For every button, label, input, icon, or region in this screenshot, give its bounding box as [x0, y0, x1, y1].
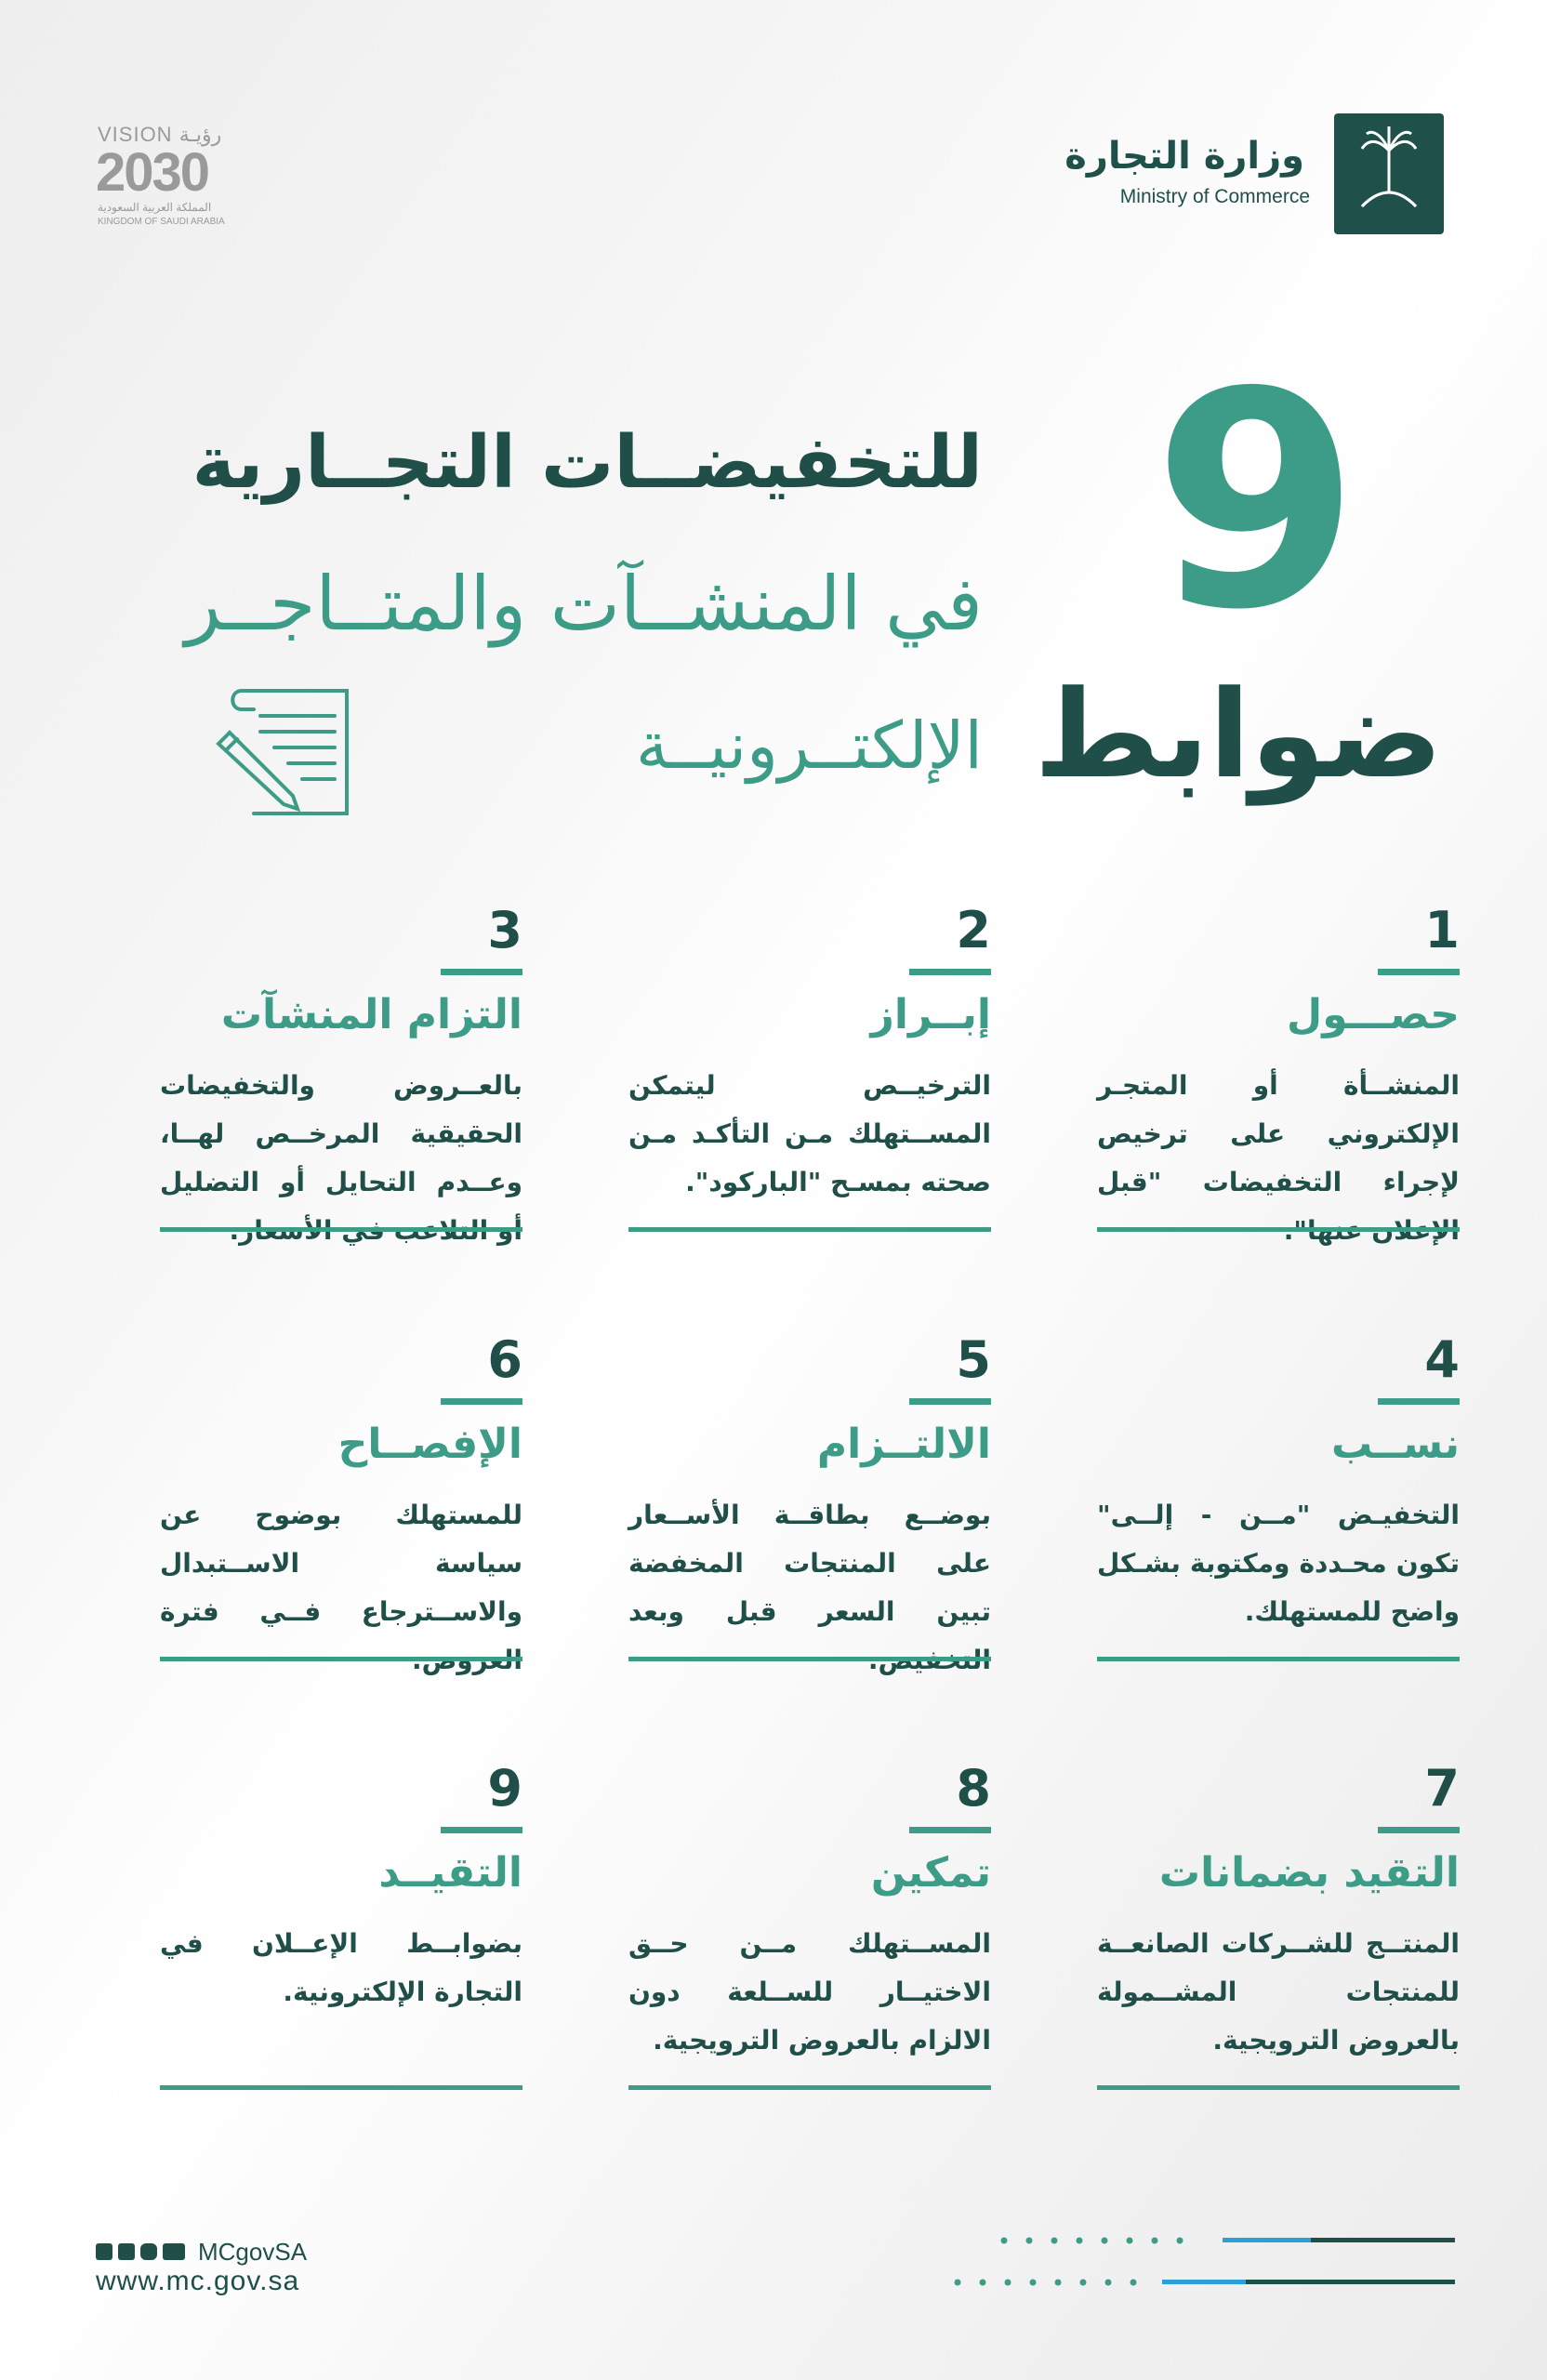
rule-divider [628, 2085, 991, 2090]
rule-body: للمستهلك بوضوح عن سياسة الاســتبدال والاســترجاع فــي فترة [160, 1500, 522, 1627]
ministry-emblem [1334, 113, 1444, 234]
rule-number: 4 [1424, 1330, 1460, 1389]
rule-title: الإفصــاح [337, 1421, 522, 1468]
rule-card-5 [628, 1331, 991, 1666]
rule-number: 7 [1424, 1759, 1460, 1818]
rule-title: حصـــول [1287, 991, 1460, 1038]
rule-accent-bar [441, 1827, 522, 1833]
rule-body: المنتــج للشــركات الصانعــة للمنتجات المشــمولة بالعروض الترويجية. [1097, 1928, 1460, 2056]
hero-title-line2: في المنشــآت والمتــاجــر [184, 561, 983, 647]
rule-divider [160, 2085, 522, 2090]
hero-title-line3: الإلكتــرونيــة [635, 707, 983, 784]
rule-divider [628, 1227, 991, 1232]
ministry-name-en: Ministry of Commerce [1119, 186, 1310, 207]
rule-number: 3 [487, 901, 522, 959]
rule-body: المســتهلك مــن حــق الاختيــار للســلعة دون الالزام بالعروض الترويجية. [628, 1928, 991, 2056]
rule-divider [160, 1227, 522, 1232]
instagram-icon[interactable] [140, 2243, 157, 2260]
vision-2030-logo [96, 121, 245, 232]
rule-number: 9 [487, 1759, 522, 1818]
decorative-dots-lines [953, 2231, 1455, 2296]
rule-card-9 [160, 1760, 522, 2095]
hero-number: 9 [1153, 329, 1360, 675]
rule-divider [628, 1657, 991, 1661]
rule-accent-bar [441, 1398, 522, 1405]
twitter-icon[interactable] [96, 2243, 112, 2260]
rule-body: بوضــع بطاقــة الأســعار على المنتجات المخفضة تبين السعر قبل وبعد [628, 1500, 991, 1627]
hero-word: ضوابط [1034, 664, 1443, 805]
rule-card-4 [1097, 1331, 1460, 1666]
hero-title-line1: للتخفيضــات التجــارية [192, 421, 983, 505]
website-link[interactable]: www.mc.gov.sa [96, 2266, 300, 2296]
rule-title: تمكين [870, 1849, 991, 1897]
rule-card-3 [160, 902, 522, 1236]
rule-body: بضوابــط الإعــلان في التجارة الإلكترونية. [160, 1928, 522, 2007]
rule-title: التقيد بضمانات [1158, 1849, 1460, 1897]
rule-divider [1097, 1227, 1460, 1232]
rule-accent-bar [441, 969, 522, 975]
rule-accent-bar [1378, 1827, 1460, 1833]
rule-title: الالتــزام [816, 1421, 991, 1468]
rule-divider [1097, 1657, 1460, 1661]
rule-card-7 [1097, 1760, 1460, 2095]
rule-number: 6 [487, 1330, 522, 1389]
rule-number: 8 [956, 1759, 991, 1818]
rule-body: المنشــأة أو المتجـر الإلكتروني على ترخيص لإجراء التخفيضات "قبل [1097, 1070, 1460, 1197]
vision-kingdom-en: KINGDOM OF SAUDI ARABIA [98, 217, 225, 227]
ministry-name-ar: وزارة التجارة [1064, 135, 1304, 178]
rule-number: 5 [956, 1330, 991, 1389]
rule-title: نســب [1331, 1421, 1460, 1468]
rule-number: 2 [956, 901, 991, 959]
rule-accent-bar [909, 1398, 991, 1405]
rule-card-8 [628, 1760, 991, 2095]
rule-number: 1 [1424, 901, 1460, 959]
rule-accent-bar [909, 1827, 991, 1833]
facebook-icon[interactable] [118, 2243, 135, 2260]
rule-divider [160, 1657, 522, 1661]
rule-body: بالعــروض والتخفيضات الحقيقية المرخــص لهــا، وعــدم التحايل أو التضليل [160, 1070, 522, 1197]
rule-accent-bar [909, 969, 991, 975]
social-handle[interactable]: MCgovSA [198, 2237, 308, 2266]
vision-kingdom-ar: المملكة العربية السعودية [98, 201, 212, 214]
rule-title: التزام المنشآت [220, 991, 522, 1038]
rule-divider [1097, 2085, 1460, 2090]
rule-accent-bar [1378, 969, 1460, 975]
rule-card-2 [628, 902, 991, 1236]
rule-body: التخفيـض "مــن - إلــى" تكون محـددة ومكتوبة بشـكل واضح للمستهلك. [1097, 1500, 1460, 1627]
document-pencil-icon [209, 674, 367, 818]
rule-card-6 [160, 1331, 522, 1666]
rule-title: التقيــد [378, 1849, 522, 1897]
vision-label: VISION رؤيـة [98, 123, 222, 146]
rule-card-1 [1097, 902, 1460, 1236]
palm-swords-icon [1334, 113, 1444, 234]
rule-body: الترخيــص ليتمكن المســتهلك مـن التأكـد مـن صحته بمسـح "الباركود". [628, 1070, 991, 1197]
social-links [96, 2238, 307, 2266]
rule-title: إبــراز [870, 991, 991, 1038]
vision-year: 2030 [96, 142, 209, 203]
youtube-icon[interactable] [163, 2243, 185, 2260]
rule-accent-bar [1378, 1398, 1460, 1405]
